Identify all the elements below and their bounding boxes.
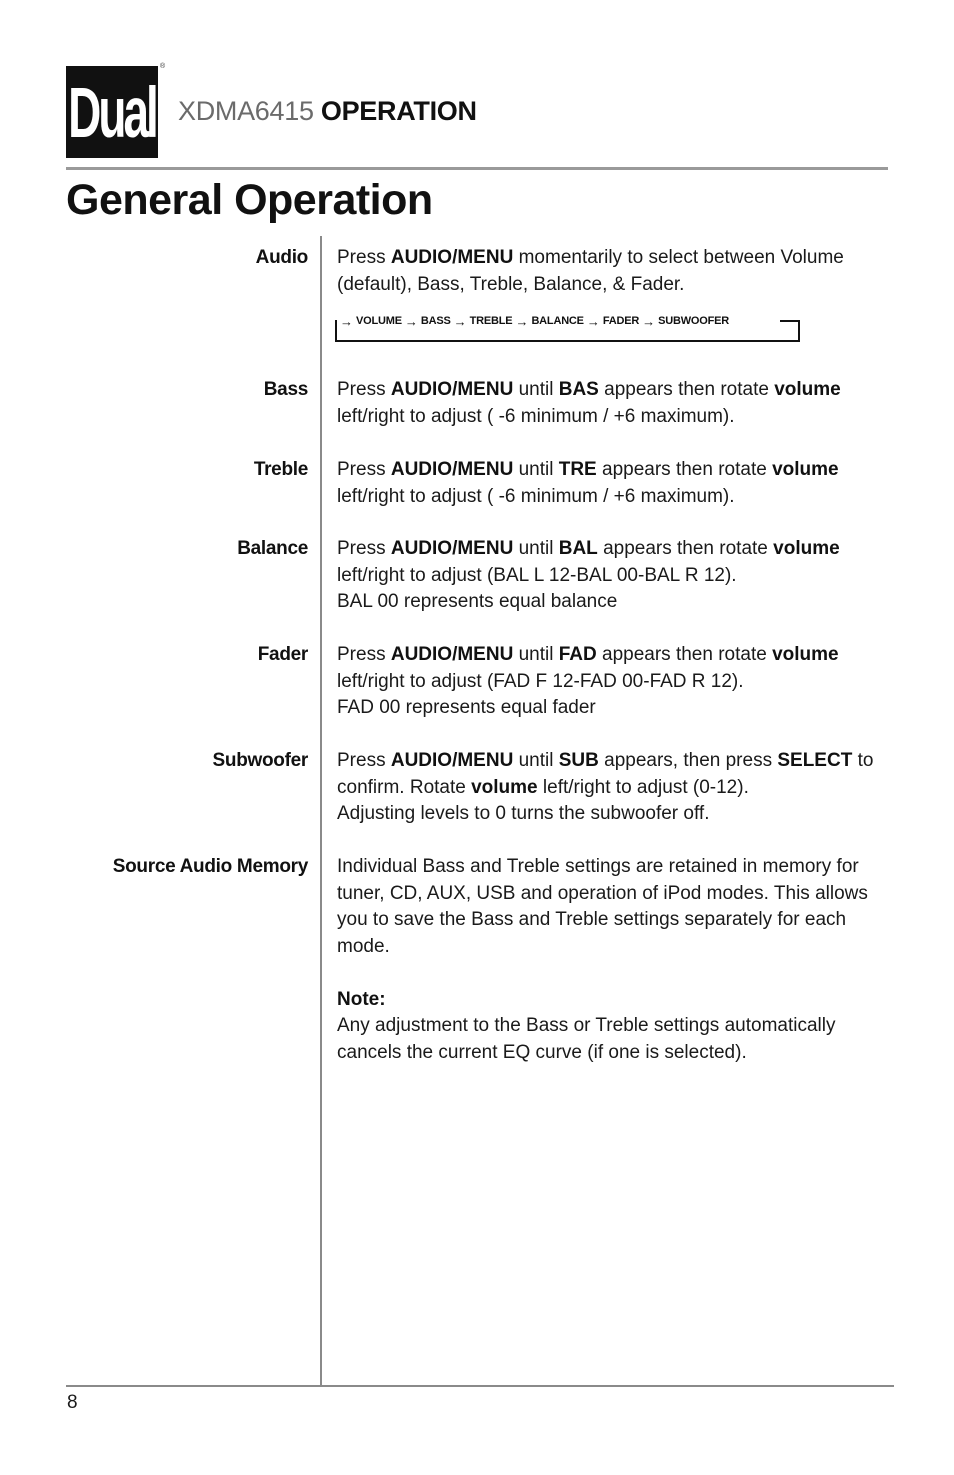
- note-label: Note:: [337, 988, 386, 1010]
- arrow-icon: →: [642, 313, 656, 329]
- arrow-icon: →: [515, 313, 529, 329]
- section-name: OPERATION: [320, 96, 477, 126]
- treble-label: Treble: [253, 459, 308, 480]
- audio-flow-diagram: [335, 314, 798, 342]
- arrow-icon: →: [453, 313, 467, 329]
- footer-divider: [66, 1385, 894, 1387]
- arrow-icon: →: [586, 313, 600, 329]
- flow-item-subwoofer: SUBWOOFER: [658, 315, 730, 327]
- treble-text: Press AUDIO/MENU until TRE appears then rotate volume left/right to adjust ( -6 minimum / +6 maximum).: [337, 459, 839, 507]
- flow-item-fader: FADER: [602, 315, 640, 327]
- header-title: [178, 96, 477, 127]
- source-audio-memory-text: Individual Bass and Treble settings are retained in memory for tuner, CD, AUX, USB and operation of iPod modes. This allows you to save the Bass and Treble settings separately for each mode. Note: Any adjustment to the Bass or Treble settings automatically cancels the current EQ curve (if one is selected).: [337, 854, 887, 1066]
- balance-label: Balance: [237, 538, 308, 559]
- flow-row: [337, 314, 733, 328]
- dual-logo: Dual: [66, 66, 158, 158]
- flow-item-volume: VOLUME: [356, 315, 402, 327]
- audio-label: Audio: [255, 247, 308, 268]
- arrow-icon: →: [340, 313, 353, 329]
- bass-text: Press AUDIO/MENU until BAS appears then rotate volume left/right to adjust ( -6 minimum / +6 maximum).: [337, 379, 841, 427]
- column-divider: [320, 236, 322, 1386]
- flow-loop-end: [780, 320, 798, 322]
- subwoofer-text: Press AUDIO/MENU until SUB appears, then press SELECT to confirm. Rotate volume left/right to adjust (0-12). Adjusting levels to 0 turns the subwoofer off.: [337, 750, 874, 824]
- flow-item-balance: BALANCE: [531, 315, 584, 327]
- subwoofer-label: Subwoofer: [212, 750, 308, 771]
- page-title: General Operation: [66, 176, 433, 224]
- audio-text: Press AUDIO/MENU momentarily to select between Volume (default), Bass, Treble, Balance, & Fader.: [337, 247, 844, 295]
- fader-text: Press AUDIO/MENU until FAD appears then rotate volume left/right to adjust (FAD F 12-FAD 00-FAD R 12). FAD 00 represents equal fader: [337, 644, 839, 718]
- balance-text: Press AUDIO/MENU until BAL appears then rotate volume left/right to adjust (BAL L 12-BAL 00-BAL R 12). BAL 00 represents equal balance: [337, 538, 840, 612]
- fader-label: Fader: [257, 644, 308, 665]
- note-text: Any adjustment to the Bass or Treble settings automatically cancels the current EQ curve (if one is selected).: [337, 1015, 836, 1063]
- bass-label: Bass: [263, 379, 308, 400]
- flow-item-treble: TREBLE: [469, 315, 513, 327]
- header-divider: [66, 167, 888, 170]
- flow-item-bass: BASS: [420, 315, 451, 327]
- registered-mark: ®: [160, 63, 166, 70]
- arrow-icon: →: [404, 313, 418, 329]
- page-number: 8: [67, 1392, 78, 1413]
- model-number: XDMA6415: [178, 96, 314, 126]
- source-audio-memory-label: Source Audio Memory: [112, 856, 308, 877]
